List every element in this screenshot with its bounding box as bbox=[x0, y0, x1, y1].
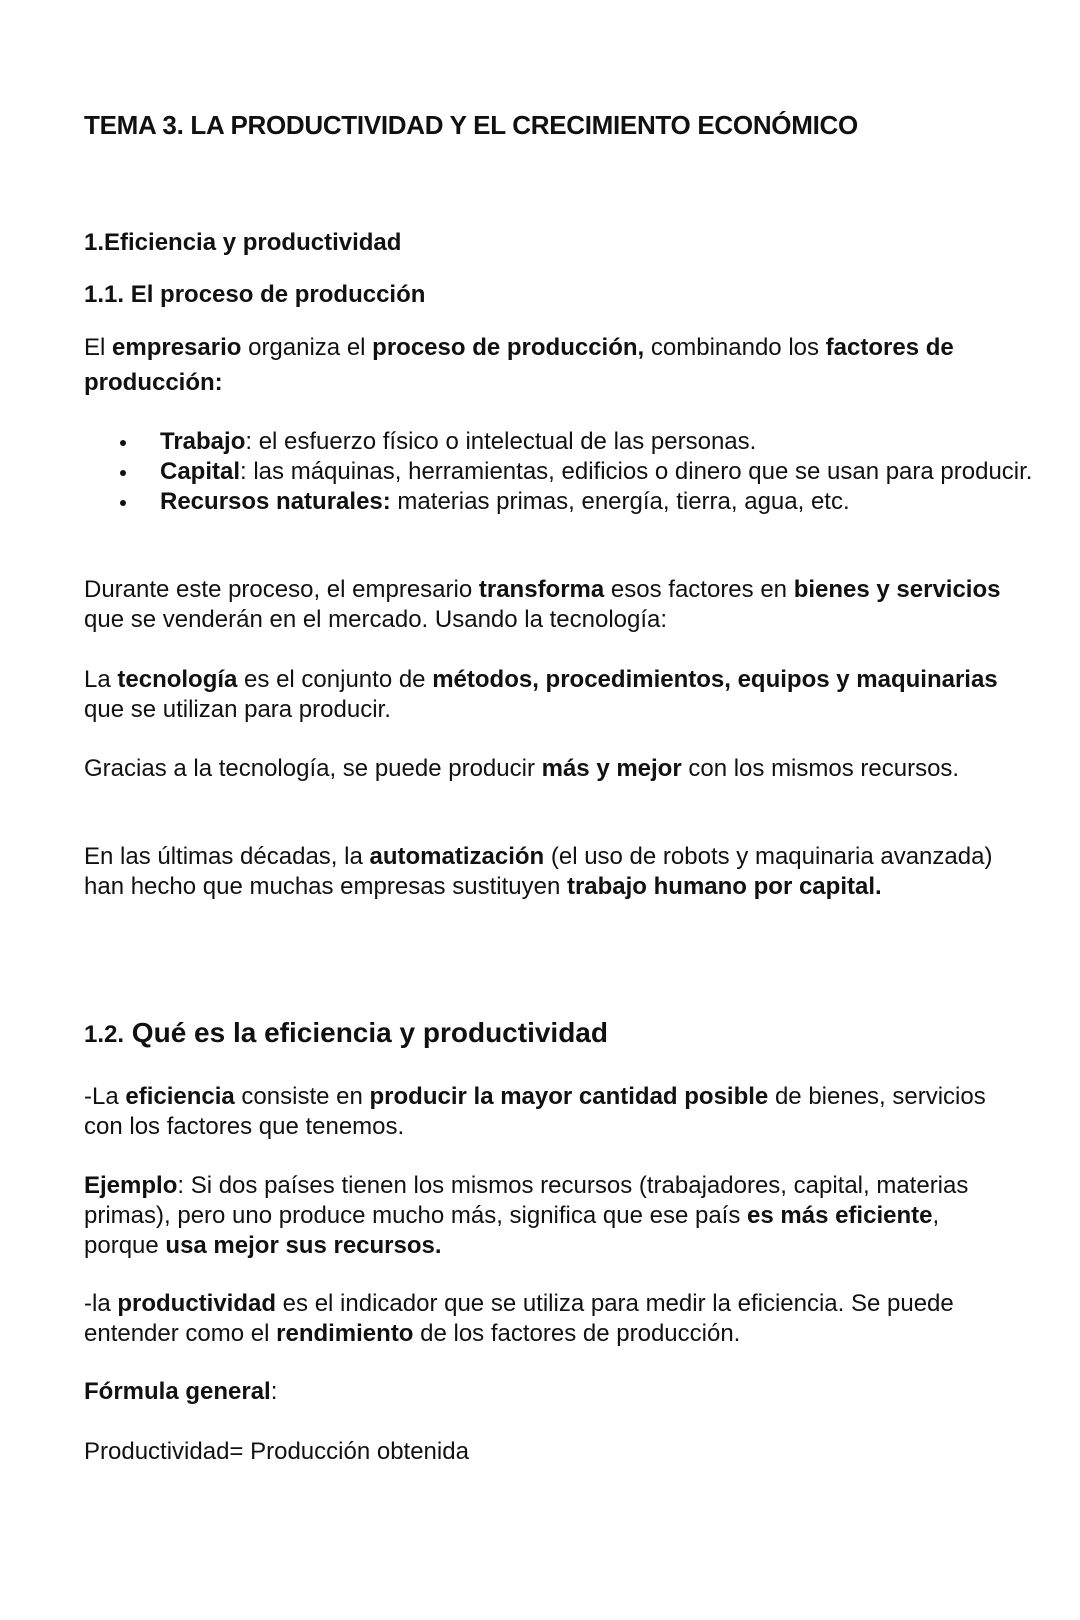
bold-text: tecnología bbox=[117, 666, 238, 693]
text: Durante este proceso, el empresario bbox=[84, 576, 479, 603]
bold-text: rendimiento bbox=[276, 1320, 414, 1347]
text: : bbox=[270, 1378, 278, 1405]
section-heading-1: 1.Eficiencia y productividad bbox=[84, 229, 402, 256]
section-heading-1-1: 1.1. El proceso de producción bbox=[84, 281, 426, 308]
document-title: TEMA 3. LA PRODUCTIVIDAD Y EL CRECIMIENTO ECONÓMICO bbox=[84, 110, 858, 140]
formula-label bbox=[84, 1377, 1014, 1407]
bold-text: productividad bbox=[117, 1290, 277, 1317]
text: : el esfuerzo físico o intelectual de las personas. bbox=[245, 428, 757, 455]
bold-text: transforma bbox=[478, 576, 605, 603]
bold-text: Trabajo bbox=[160, 428, 246, 455]
text: (el uso de robots y maquinaria avanzada) han hecho que muchas empresas sustituyen bbox=[84, 843, 993, 900]
text: : Si dos países tienen los mismos recursos (trabajadores, capital, materias primas), pero uno produce mucho más, significa que ese país bbox=[84, 1172, 969, 1229]
list-item bbox=[160, 457, 1080, 487]
bold-text: métodos, procedimientos, equipos y maquinarias bbox=[432, 666, 998, 693]
paragraph-intro bbox=[84, 330, 1014, 400]
section-title: Qué es la eficiencia y productividad bbox=[124, 1017, 608, 1048]
text: que se venderán en el mercado. Usando la tecnología: bbox=[84, 606, 668, 633]
text: de bienes, servicios con los factores que tenemos. bbox=[84, 1083, 986, 1140]
text: , porque bbox=[84, 1202, 940, 1259]
bold-text: más y mejor bbox=[541, 755, 682, 782]
paragraph-durante bbox=[84, 575, 1014, 635]
bold-text: eficiencia bbox=[125, 1083, 235, 1110]
bold-text: factores de producción: bbox=[84, 334, 954, 396]
section-heading-1-2 bbox=[84, 1018, 1014, 1050]
paragraph-gracias bbox=[84, 754, 1014, 784]
bold-text: usa mejor sus recursos. bbox=[165, 1232, 442, 1259]
bold-text: Fórmula general bbox=[84, 1378, 271, 1405]
text: es el conjunto de bbox=[237, 666, 433, 693]
text: es el indicador que se utiliza para medir la eficiencia. Se puede entender como el bbox=[84, 1290, 954, 1347]
text: Gracias a la tecnología, se puede producir bbox=[84, 755, 542, 782]
text: materias primas, energía, tierra, agua, etc. bbox=[390, 488, 850, 515]
paragraph-tecnologia bbox=[84, 665, 1014, 725]
text: esos factores en bbox=[604, 576, 794, 603]
paragraph-eficiencia bbox=[84, 1082, 1014, 1142]
text: con los mismos recursos. bbox=[681, 755, 960, 782]
text: consiste en bbox=[234, 1083, 370, 1110]
bold-text: automatización bbox=[369, 843, 545, 870]
text: La bbox=[84, 666, 118, 693]
text: combinando los bbox=[644, 334, 826, 361]
text: que se utilizan para producir. bbox=[84, 696, 391, 723]
text: organiza el bbox=[241, 334, 373, 361]
text: En las últimas décadas, la bbox=[84, 843, 370, 870]
list-item bbox=[160, 487, 1080, 517]
paragraph-ultimas bbox=[84, 842, 1014, 902]
text: El bbox=[84, 334, 113, 361]
bold-text: producir la mayor cantidad posible bbox=[369, 1083, 769, 1110]
text: Productividad= Producción obtenida bbox=[84, 1438, 469, 1465]
bold-text: trabajo humano por capital. bbox=[566, 873, 882, 900]
text: : las máquinas, herramientas, edificios o dinero que se usan para producir. bbox=[240, 458, 1033, 485]
text: -la bbox=[84, 1290, 118, 1317]
bold-text: Ejemplo bbox=[84, 1172, 178, 1199]
section-number: 1.2. bbox=[84, 1021, 125, 1048]
text: -La bbox=[84, 1083, 126, 1110]
bold-text: proceso de producción, bbox=[372, 334, 645, 361]
bold-text: Capital bbox=[160, 458, 241, 485]
bold-text: empresario bbox=[112, 334, 242, 361]
formula bbox=[84, 1437, 1014, 1467]
bold-text: Recursos naturales: bbox=[160, 488, 391, 515]
list-item bbox=[160, 427, 1080, 457]
factors-list bbox=[84, 427, 1080, 517]
paragraph-ejemplo bbox=[84, 1171, 1014, 1261]
bold-text: es más eficiente bbox=[747, 1202, 933, 1229]
bold-text: bienes y servicios bbox=[793, 576, 1001, 603]
paragraph-productividad bbox=[84, 1289, 1014, 1349]
text: de los factores de producción. bbox=[413, 1320, 741, 1347]
